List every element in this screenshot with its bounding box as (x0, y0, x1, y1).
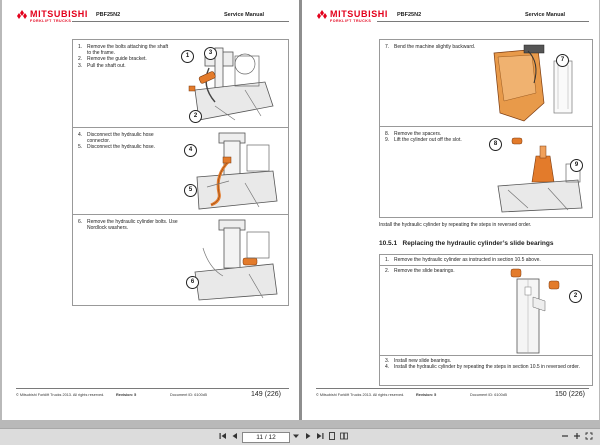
bearings-table (379, 254, 593, 386)
last-page-icon[interactable] (315, 432, 325, 442)
zoom-in-icon[interactable] (572, 432, 582, 442)
instruction-table (379, 39, 593, 218)
callout-6: 6 (186, 276, 199, 289)
brand-subtitle: FORKLIFT TRUCKS (330, 19, 372, 23)
single-page-view-icon[interactable] (327, 432, 337, 442)
cylinder-lift-illustration (488, 136, 588, 214)
brand-name: MITSUBISHI (30, 9, 89, 19)
copyright: © Mitsubishi Forklift Trucks 2013. All rights reserved. (316, 393, 405, 397)
callout-4: 4 (184, 144, 197, 157)
slide-bearings-illustration (505, 267, 575, 355)
footer-rule (316, 388, 589, 389)
step-list: 7. Bend the machine slightly backward. (385, 44, 476, 50)
instruction-table (72, 39, 289, 306)
copyright: © Mitsubishi Forklift Trucks 2013. All rights reserved. (16, 393, 105, 397)
step-list: 1. Remove the hydraulic cylinder as instructed in section 10.5 above. (385, 257, 541, 263)
callout-5: 5 (184, 184, 197, 197)
step-list: 1. Remove the bolts attaching the shaft to the frame. 2. Remove the guide bracket. 3. Pull the shaft out. (78, 44, 169, 69)
page-dropdown-icon[interactable] (291, 432, 301, 442)
hose-disconnect-illustration (189, 131, 281, 211)
machine-tilt-illustration (488, 43, 588, 125)
table-divider (73, 214, 288, 215)
header-rule (377, 21, 589, 22)
zoom-out-icon[interactable] (560, 432, 570, 442)
step-list: 2. Remove the slide bearings. (385, 268, 455, 274)
header-rule (72, 21, 289, 22)
revision: Revision: 5 (416, 393, 437, 397)
first-page-icon[interactable] (218, 432, 228, 442)
table-divider (380, 355, 592, 356)
three-diamonds-icon (316, 10, 328, 20)
fullscreen-icon[interactable] (584, 432, 594, 442)
section-heading (379, 240, 554, 247)
brand-name: MITSUBISHI (330, 9, 389, 19)
navigation-toolbar (0, 428, 600, 445)
callout-8: 8 (489, 138, 502, 151)
page-150 (302, 0, 599, 420)
document-id: Document ID: 6100d5 (470, 393, 507, 397)
table-divider (73, 127, 288, 128)
section-title: Replacing the hydraulic cylinder’s slide bearings (402, 240, 554, 247)
callout-9: 9 (570, 159, 583, 172)
three-diamonds-icon (16, 10, 28, 20)
manual-title: Service Manual (224, 12, 265, 18)
section-number: 10.5.1 (379, 240, 398, 247)
previous-page-icon[interactable] (230, 432, 240, 442)
cylinder-bolts-illustration (189, 218, 281, 302)
next-page-icon[interactable] (303, 432, 313, 442)
callout-7: 7 (556, 54, 569, 67)
page-number: 149 (226) (251, 391, 281, 398)
install-instruction: Install the hydraulic cylinder by repeating the steps in reversed order. (379, 222, 532, 228)
callout-3: 3 (204, 47, 217, 60)
model-name: PBF25N2 (96, 12, 121, 18)
two-page-view-icon[interactable] (339, 432, 349, 442)
page-number-input[interactable]: 11 / 12 (242, 432, 290, 443)
table-divider (380, 126, 592, 127)
table-divider (380, 265, 592, 266)
brand-subtitle: FORKLIFT TRUCKS (30, 19, 72, 23)
manual-title: Service Manual (525, 12, 566, 18)
step-list: 3. Install new slide bearings. 4. Install the hydraulic cylinder by repeating the steps in section 10.5 in reversed order. (385, 358, 580, 371)
page-149 (2, 0, 299, 420)
callout-1: 1 (181, 50, 194, 63)
revision: Revision: 5 (116, 393, 137, 397)
step-list: 8. Remove the spacers. 9. Lift the cylinder out off the slot. (385, 131, 462, 144)
model-name: PBF25N2 (397, 12, 422, 18)
footer-rule (16, 388, 289, 389)
callout-2: 2 (569, 290, 582, 303)
step-list: 6. Remove the hydraulic cylinder bolts. Use Nordlock washers. (78, 219, 178, 232)
callout-2: 2 (189, 110, 202, 123)
document-id: Document ID: 6100d5 (170, 393, 207, 397)
step-list: 4. Disconnect the hydraulic hose connector. 5. Disconnect the hydraulic hose. (78, 132, 156, 151)
page-number: 150 (226) (555, 391, 585, 398)
